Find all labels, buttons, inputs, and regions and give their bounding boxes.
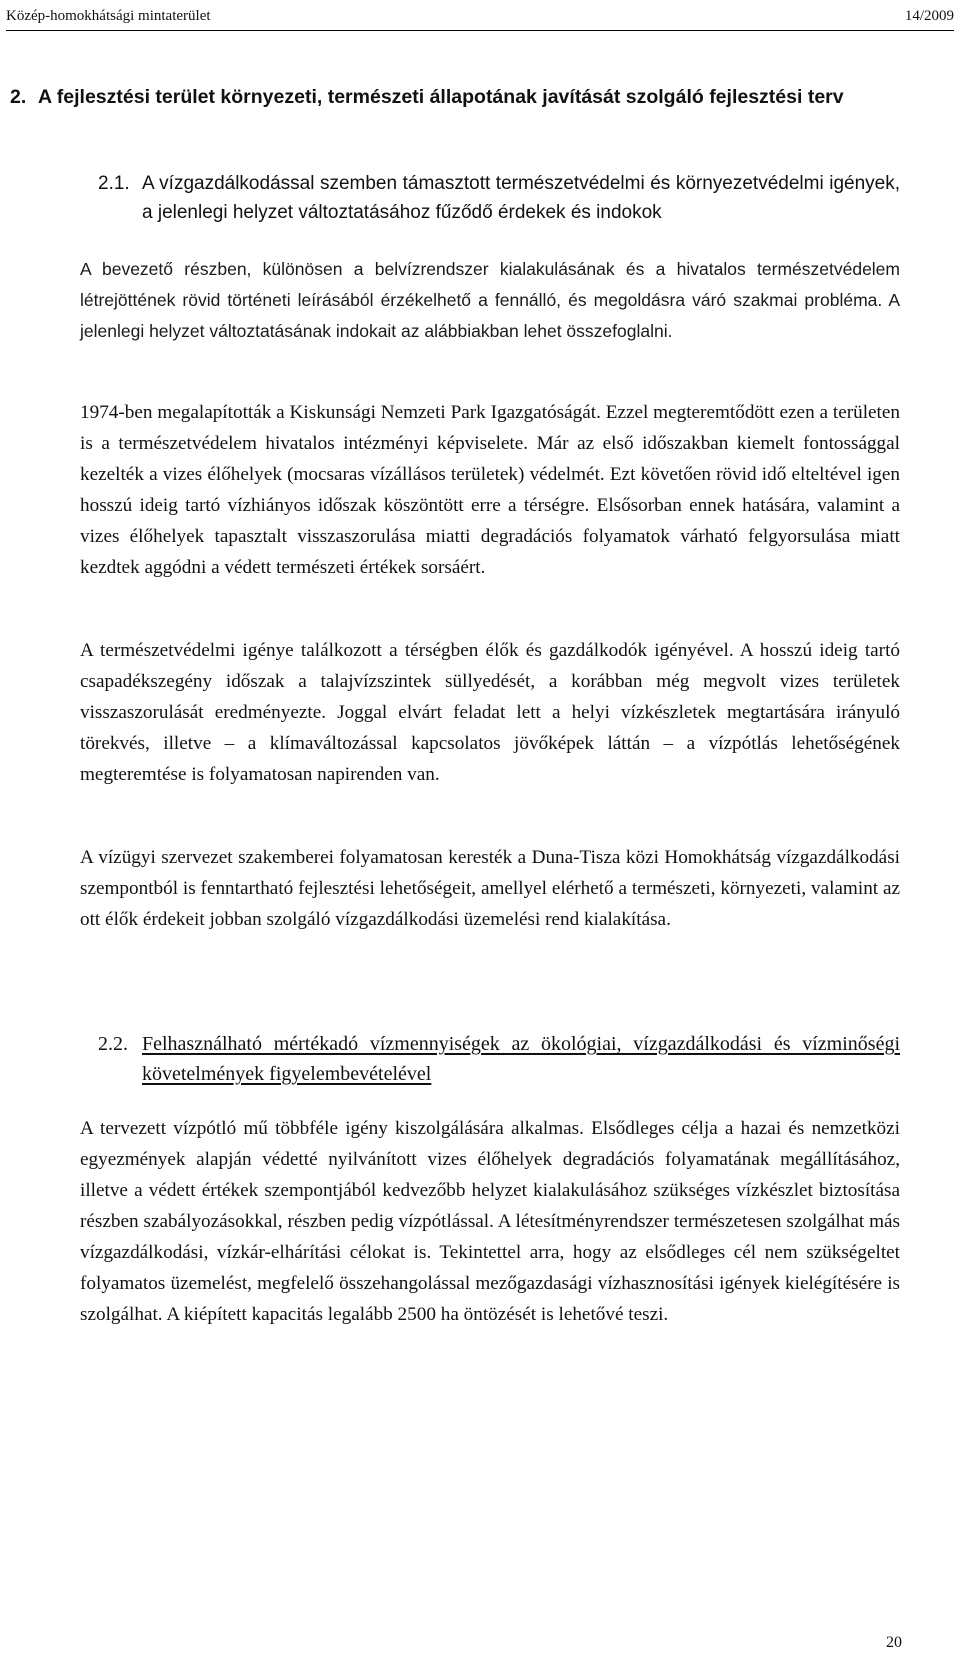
section-2-title: A fejlesztési terület környezeti, természeti állapotának javítását szolgáló fejlesztési terv bbox=[38, 86, 844, 108]
paragraph: A bevezető részben, különösen a belvízrendszer kialakulásának és a hivatalos természetvédelem létrejöttének rövid történeti leírásából érzékelhető a fennálló, és megoldásra váró szakmai probléma. A jelenlegi helyzet változtatásának indokait az alábbiakban lehet összefoglalni. bbox=[80, 259, 900, 341]
paragraph: A vízügyi szervezet szakemberei folyamatosan keresték a Duna-Tisza közi Homokhátság vízgazdálkodási szempontból is fenntartható fejlesztési lehetőségeit, amellyel elérhető a természeti, környezeti, valamint az ott élők érdekeit jobban szolgáló vízgazdálkodási üzemelési rend kialakítása. bbox=[80, 847, 900, 930]
section-2-2-title: Felhasználható mértékadó vízmennyiségek az ökológiai, vízgazdálkodási és vízminőségi követelmények figyelembevételével bbox=[142, 1033, 900, 1085]
section-2-2-number: 2.2. bbox=[98, 1033, 128, 1055]
header-issue: 14/2009 bbox=[904, 8, 954, 24]
paragraph: 1974-ben megalapították a Kiskunsági Nemzeti Park Igazgatóságát. Ezzel megteremtődött ezen a területen is a természetvédelem hivatalos intézményi képviselete. Már az első időszakban kiemelt fontossággal kezelték a vizes élőhelyek (mocsaras vízállásos területek) védelmét. Ezt követően rövid idő elteltével igen hosszú ideig tartó vízhiányos időszak köszöntött erre a térségre. Elsősorban ennek hatására, valamint a vizes élőhelyek tapasztalt visszaszorulása miatti degradációs folyamatok várható felgyorsulása miatt kezdtek aggódni a védett természeti értékek sorsáért. bbox=[80, 402, 900, 578]
paragraph: A tervezett vízpótló mű többféle igény kiszolgálására alkalmas. Elsődleges célja a hazai és nemzetközi egyezmények alapján védetté nyilvánított vizes élőhelyek degradációs folyamatának megállításához, illetve a védett értékek szempontjából kedvezőbb helyzet kialakulásához szükséges vízkészlet biztosítása részben szabályozásokkal, részben pedig vízpótlással. A létesítményrendszer természetesen szolgálhat más vízgazdálkodási, vízkár-elhárítási célokat is. Tekintettel arra, hogy az elsődleges cél nem szükségeltet folyamatos üzemelést, megfelelő összehangolással mezőgazdasági vízhasznosítási igények kielégítésére is szolgálhat. A kiépített kapacitás legalább 2500 ha öntözését is lehetővé teszi. bbox=[80, 1118, 900, 1325]
section-2-1-heading bbox=[98, 169, 900, 227]
header-title: Közép-homokhátsági mintaterület bbox=[6, 8, 211, 24]
section-2-1-number: 2.1. bbox=[98, 173, 130, 194]
section-2-1-title: A vízgazdálkodással szemben támasztott természetvédelmi és környezetvédelmi igények, a jelenlegi helyzet változtatásához fűződő érdekek és indokok bbox=[142, 173, 900, 223]
section-2-heading bbox=[10, 82, 900, 112]
page-header bbox=[6, 6, 954, 31]
page-number: 20 bbox=[886, 1634, 902, 1651]
section-2-number: 2. bbox=[10, 86, 27, 108]
section-2-2-heading bbox=[98, 1029, 900, 1089]
paragraph: A természetvédelmi igénye találkozott a térségben élők és gazdálkodók igényével. A hosszú ideig tartó csapadékszegény időszak a talajvízszintek süllyedését, a korábban még megvolt vizes területek visszaszorulását eredményezte. Joggal elvárt feladat lett a helyi vízkészletek megtartására irányuló törekvés, illetve – a klímaváltozással kapcsolatos jövőképek láttán – a vízpótlás lehetőségének megteremtése is folyamatosan napirenden van. bbox=[80, 640, 900, 785]
